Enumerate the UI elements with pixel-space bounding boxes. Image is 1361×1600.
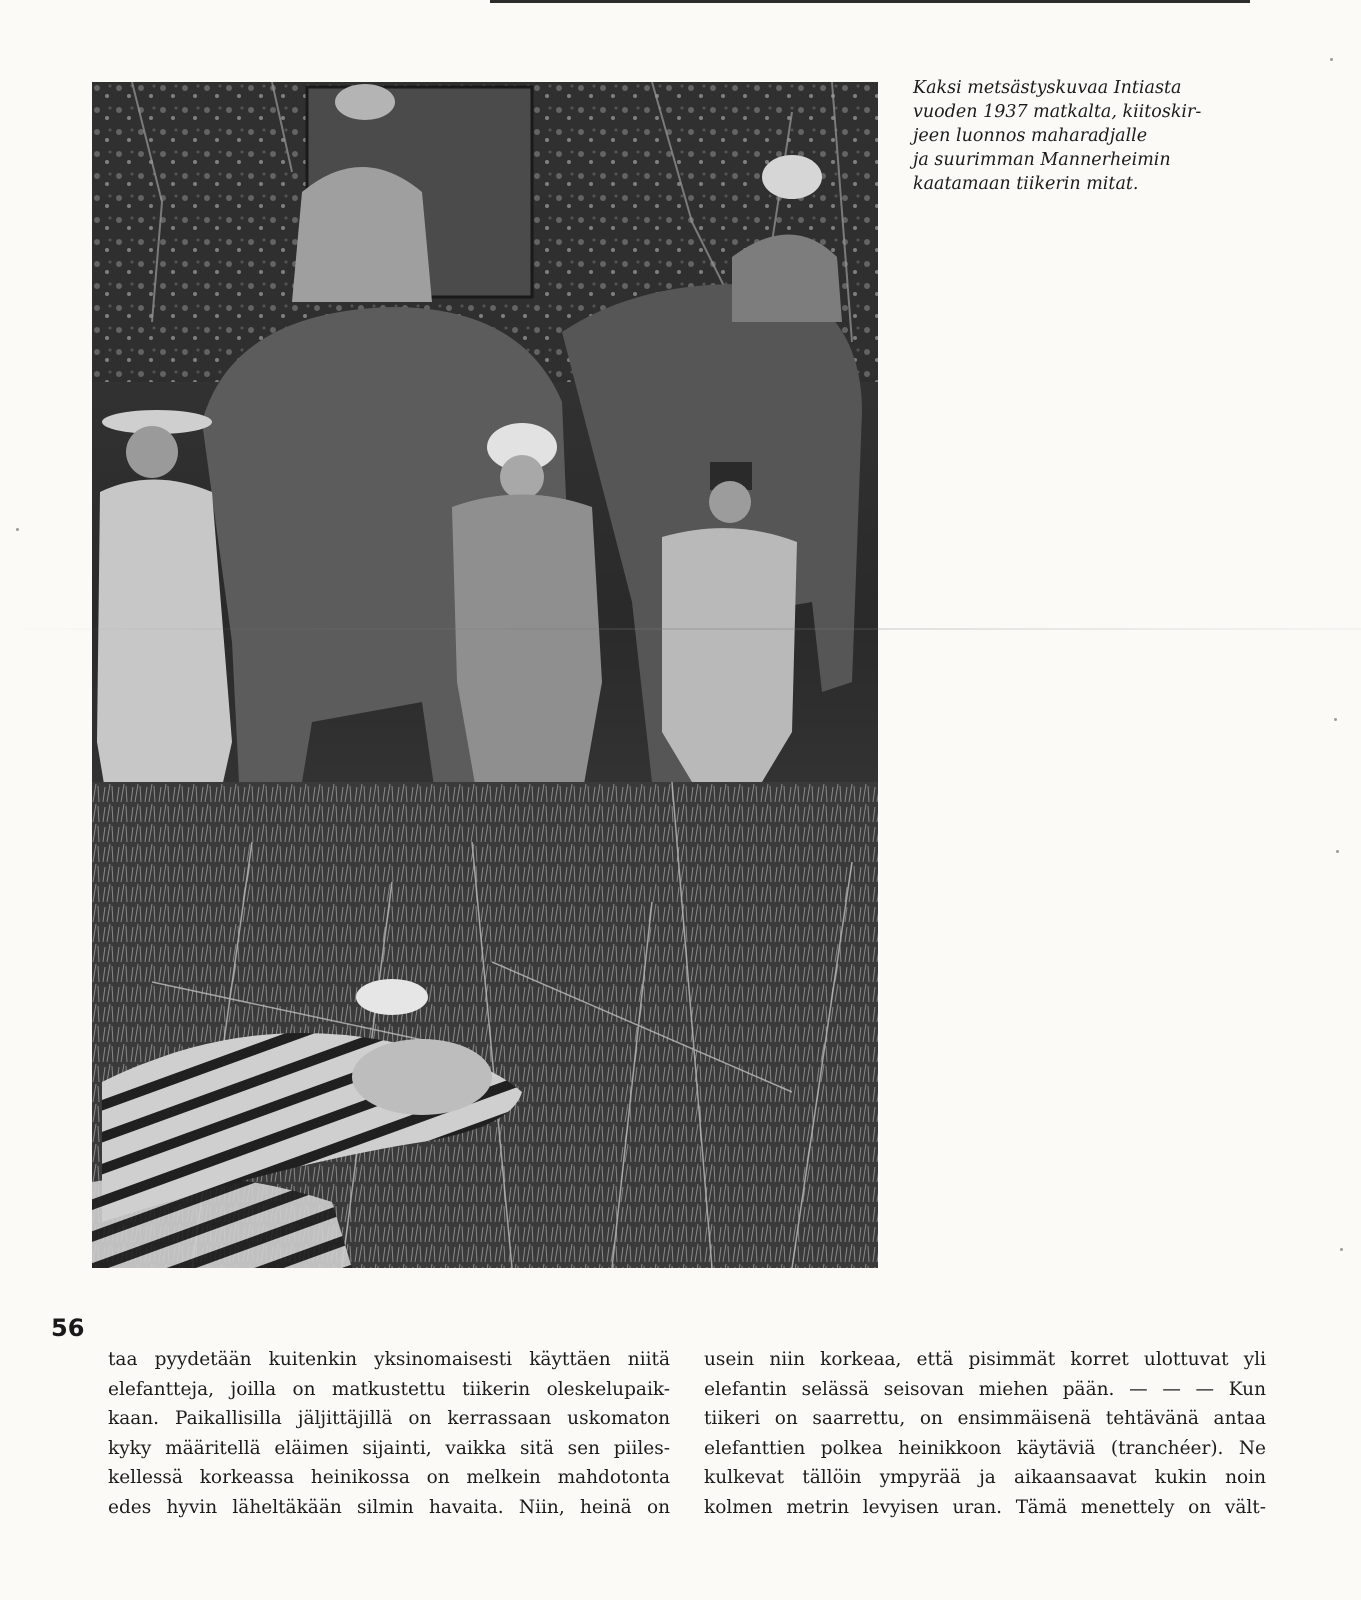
caption-line: vuoden 1937 matkalta, kiitoskir-: [913, 102, 1202, 122]
hunting-photo-image: [92, 82, 878, 1268]
text-line: kaan. Paikallisilla jäljittäjillä on kerrassaan uskomaton: [108, 1408, 670, 1429]
hunting-photograph: [92, 82, 878, 1268]
scan-speck: [16, 528, 19, 531]
text-line: kulkevat tällöin ympyrää ja aikaansaavat kukin noin: [704, 1467, 1266, 1488]
photo-caption: [913, 76, 1243, 196]
text-line: usein niin korkeaa, että pisimmät korret ulottuvat yli: [704, 1349, 1266, 1370]
body-text-right-column: [704, 1345, 1266, 1522]
text-line: elefantteja, joilla on matkustettu tiikerin oleskelupaik-: [108, 1378, 670, 1400]
text-line: kolmen metrin levyisen uran. Tämä menettely on vält-: [704, 1496, 1266, 1518]
text-line: edes hyvin läheltäkään silmin havaita. Niin, heinä on: [108, 1496, 670, 1518]
scan-speck: [1340, 1248, 1343, 1251]
caption-line: kaatamaan tiikerin mitat.: [913, 174, 1139, 194]
text-line: elefanttien polkea heinikkoon käytäviä (tranchéer). Ne: [704, 1437, 1266, 1459]
text-line: taa pyydetään kuitenkin yksinomaisesti käyttäen niitä: [108, 1349, 670, 1370]
caption-line: ja suurimman Mannerheimin: [913, 150, 1171, 170]
scan-speck: [1334, 718, 1337, 721]
paper-fold-line: [0, 628, 1361, 630]
text-line: tiikeri on saarrettu, on ensimmäisenä tehtävänä antaa: [704, 1408, 1266, 1429]
text-line: elefantin selässä seisovan miehen pään. — — — Kun: [704, 1378, 1266, 1400]
caption-line: jeen luonnos maharadjalle: [913, 126, 1148, 146]
caption-line: Kaksi metsästyskuvaa Intiasta: [913, 78, 1182, 98]
scan-speck: [1330, 58, 1333, 61]
scan-top-edge: [490, 0, 1250, 3]
scan-speck: [1336, 850, 1339, 853]
text-line: kellessä korkeassa heinikossa on melkein mahdotonta: [108, 1467, 670, 1488]
page-number: 56: [51, 1314, 85, 1342]
text-line: kyky määritellä eläimen sijainti, vaikka sitä sen piiles-: [108, 1437, 670, 1459]
body-text-left-column: [108, 1345, 670, 1522]
